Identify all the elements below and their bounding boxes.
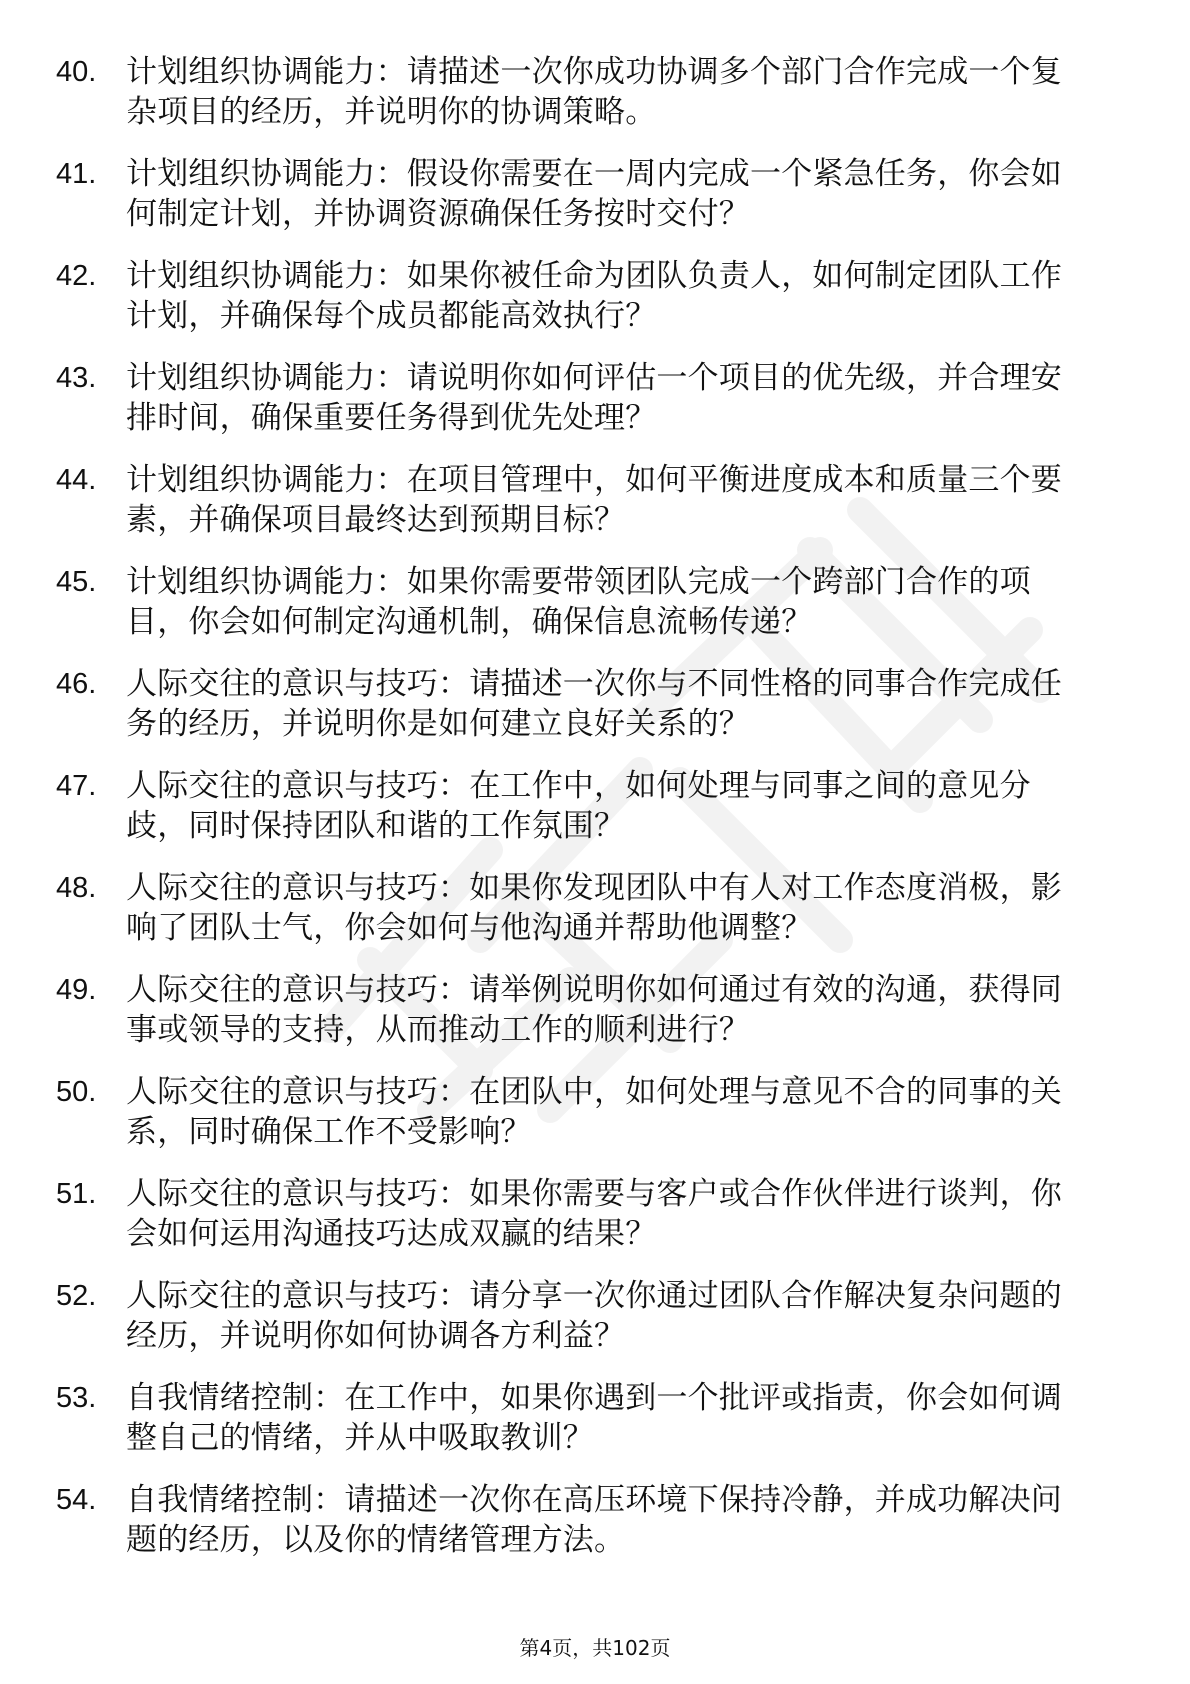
question-item [56, 1378, 1096, 1466]
question-number: 40. [56, 56, 97, 88]
question-text: 自我情绪控制：请描述一次你在高压环境下保持冷静，并成功解决问题的经历，以及你的情绪管理方法。 [126, 1482, 1062, 1558]
question-text: 计划组织协调能力：如果你被任命为团队负责人，如何制定团队工作计划，并确保每个成员都能高效执行？ [126, 258, 1062, 334]
question-item [56, 868, 1096, 956]
question-list [56, 52, 1096, 1582]
question-text: 人际交往的意识与技巧：在工作中，如何处理与同事之间的意见分歧，同时保持团队和谐的工作氛围？ [126, 768, 1031, 844]
question-number: 53. [56, 1382, 97, 1414]
question-item [56, 970, 1096, 1058]
question-item [56, 154, 1096, 242]
question-item [56, 1480, 1096, 1568]
question-item [56, 562, 1096, 650]
question-item [56, 52, 1096, 140]
question-text: 计划组织协调能力：请说明你如何评估一个项目的优先级，并合理安排时间，确保重要任务得到优先处理？ [126, 360, 1062, 436]
question-number: 41. [56, 158, 97, 190]
question-number: 43. [56, 362, 97, 394]
question-number: 48. [56, 872, 97, 904]
question-number: 45. [56, 566, 97, 598]
page-number-label: 第4页，共102页 [519, 1636, 671, 1660]
question-text: 人际交往的意识与技巧：请分享一次你通过团队合作解决复杂问题的经历，并说明你如何协调各方利益？ [126, 1278, 1062, 1354]
question-item [56, 460, 1096, 548]
question-text: 计划组织协调能力：假设你需要在一周内完成一个紧急任务，你会如何制定计划，并协调资源确保任务按时交付？ [126, 156, 1062, 232]
question-number: 44. [56, 464, 97, 496]
question-item [56, 664, 1096, 752]
question-number: 51. [56, 1178, 97, 1210]
question-item [56, 1072, 1096, 1160]
question-number: 47. [56, 770, 97, 802]
page-footer [0, 1636, 1190, 1660]
question-text: 计划组织协调能力：如果你需要带领团队完成一个跨部门合作的项目，你会如何制定沟通机制，确保信息流畅传递？ [126, 564, 1031, 640]
question-text: 人际交往的意识与技巧：请举例说明你如何通过有效的沟通，获得同事或领导的支持，从而推动工作的顺利进行？ [126, 972, 1062, 1048]
question-item [56, 1174, 1096, 1262]
question-item [56, 358, 1096, 446]
question-number: 49. [56, 974, 97, 1006]
question-text: 人际交往的意识与技巧：如果你发现团队中有人对工作态度消极，影响了团队士气，你会如何与他沟通并帮助他调整？ [126, 870, 1062, 946]
question-item [56, 256, 1096, 344]
question-text: 计划组织协调能力：在项目管理中，如何平衡进度成本和质量三个要素，并确保项目最终达到预期目标？ [126, 462, 1062, 538]
question-item [56, 1276, 1096, 1364]
question-number: 42. [56, 260, 97, 292]
question-number: 54. [56, 1484, 97, 1516]
question-number: 52. [56, 1280, 97, 1312]
question-text: 人际交往的意识与技巧：在团队中，如何处理与意见不合的同事的关系，同时确保工作不受影响？ [126, 1074, 1062, 1150]
question-number: 50. [56, 1076, 97, 1108]
question-text: 人际交往的意识与技巧：请描述一次你与不同性格的同事合作完成任务的经历，并说明你是如何建立良好关系的？ [126, 666, 1062, 742]
question-text: 人际交往的意识与技巧：如果你需要与客户或合作伙伴进行谈判，你会如何运用沟通技巧达成双赢的结果？ [126, 1176, 1062, 1252]
question-item [56, 766, 1096, 854]
question-number: 46. [56, 668, 97, 700]
question-text: 自我情绪控制：在工作中，如果你遇到一个批评或指责，你会如何调整自己的情绪，并从中吸取教训？ [126, 1380, 1062, 1456]
question-text: 计划组织协调能力：请描述一次你成功协调多个部门合作完成一个复杂项目的经历，并说明你的协调策略。 [126, 54, 1062, 130]
